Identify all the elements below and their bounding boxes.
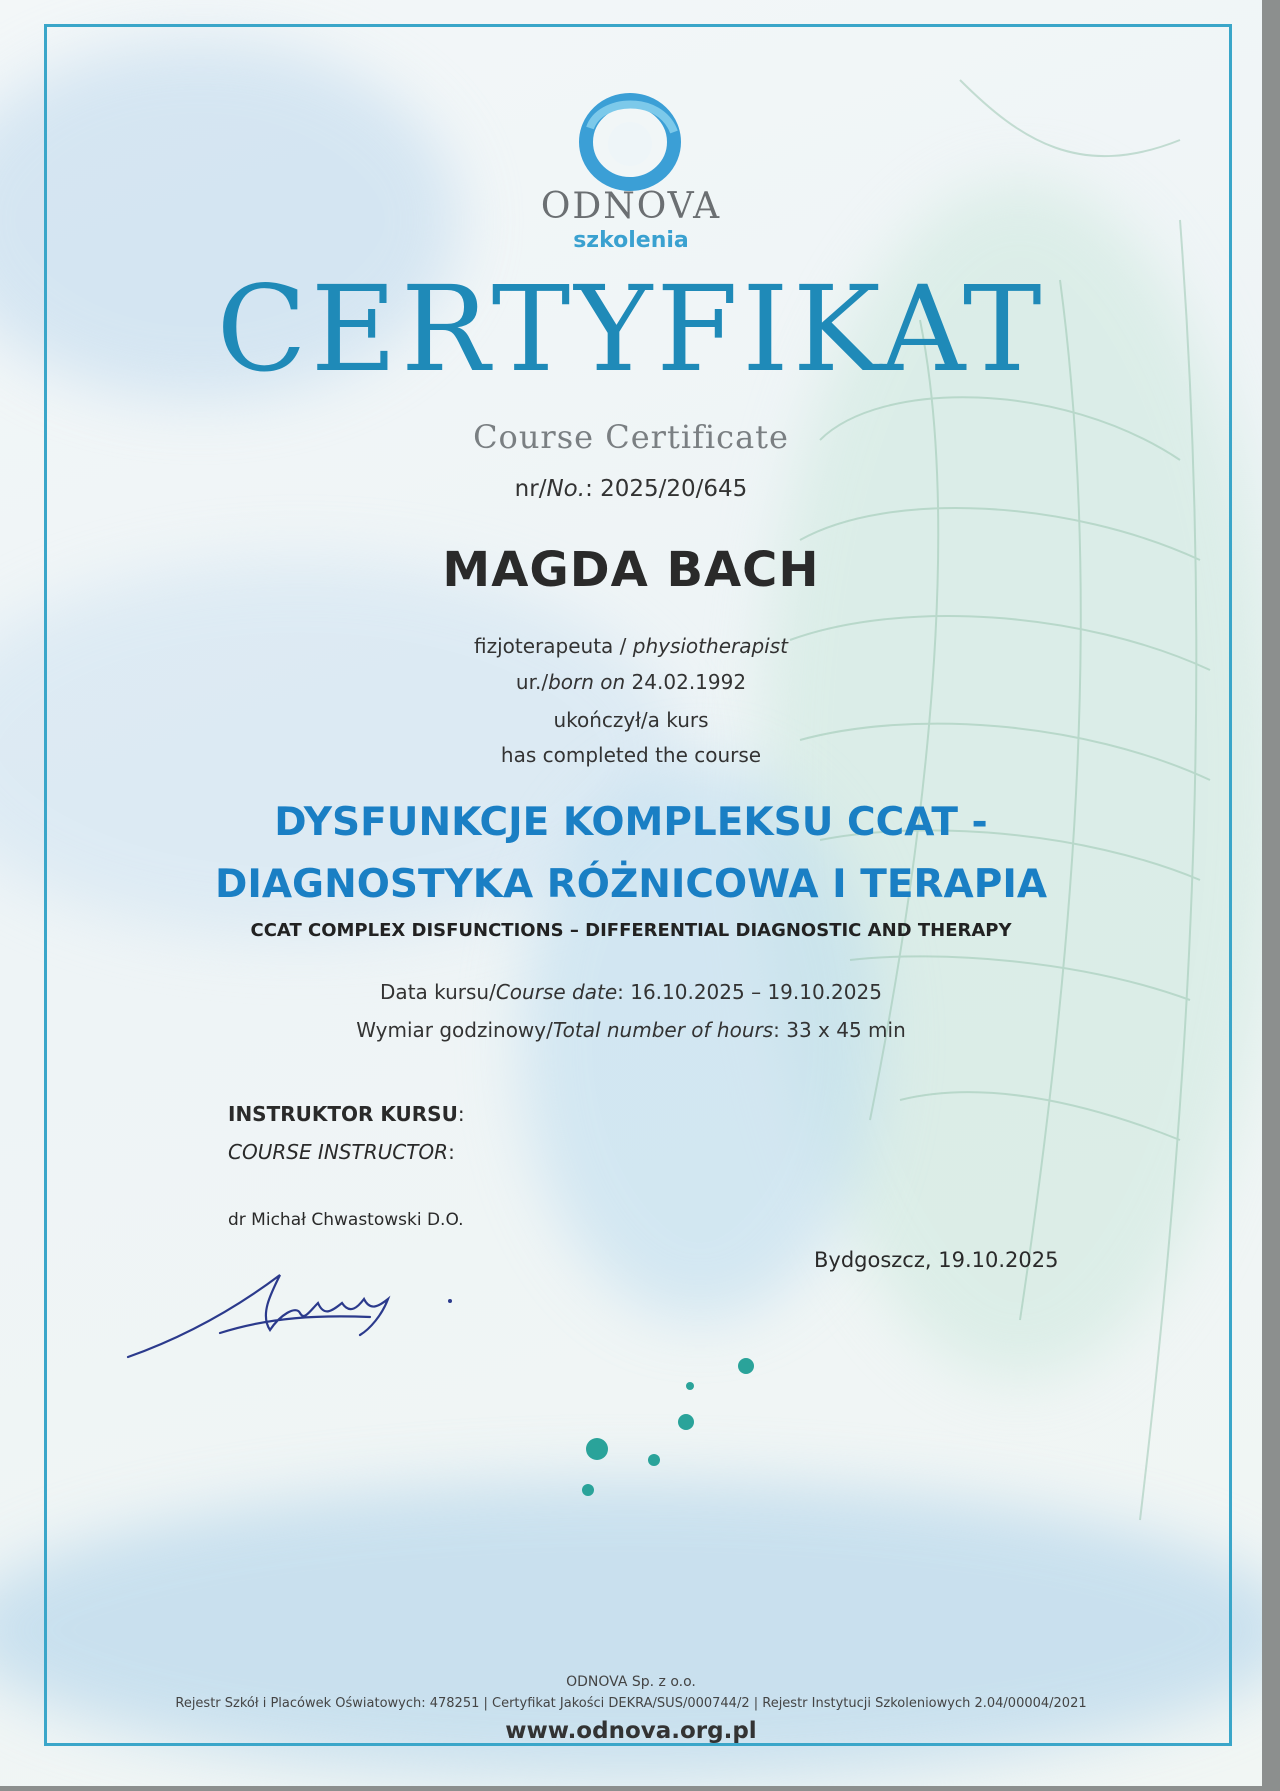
recipient-birth-date: ur./born on 24.02.1992 xyxy=(515,670,747,694)
footer-registry: Rejestr Szkół i Placówek Oświatowych: 478251 | Certyfikat Jakości DEKRA/SUS/000744/2 | Rejestr Instytucji Szkoleniowych 2.04/00004/2021 xyxy=(175,1696,1087,1711)
instructor-label-pl: INSTRUKTOR KURSU: xyxy=(228,1102,465,1126)
certificate-number: nr/No.: 2025/20/645 xyxy=(514,476,748,502)
paint-dot xyxy=(582,1484,594,1496)
course-title-line-1: DYSFUNKCJE KOMPLEKSU CCAT - xyxy=(274,800,988,845)
completed-label-en: has completed the course xyxy=(500,743,762,767)
course-title-english: CCAT COMPLEX DISFUNCTIONS – DIFFERENTIAL DIAGNOSTIC AND THERAPY xyxy=(250,920,1012,941)
instructor-signature xyxy=(120,1255,460,1365)
footer-website: www.odnova.org.pl xyxy=(505,1718,757,1744)
completed-label-pl: ukończył/a kurs xyxy=(553,708,709,732)
paint-dot xyxy=(586,1438,608,1460)
course-title-line-2: DIAGNOSTYKA RÓŻNICOWA I TERAPIA xyxy=(214,862,1048,907)
place-and-date: Bydgoszcz, 19.10.2025 xyxy=(814,1248,1059,1272)
recipient-name: MAGDA BACH xyxy=(442,542,820,598)
paint-dot xyxy=(738,1358,754,1374)
brand-subtitle: szkolenia xyxy=(573,228,689,253)
brand-name: ODNOVA xyxy=(540,186,722,227)
paint-dot xyxy=(678,1414,694,1430)
swirl-logo-icon xyxy=(560,88,700,198)
recipient-profession: fizjoterapeuta / physiotherapist xyxy=(474,634,788,658)
course-date: Data kursu/Course date: 16.10.2025 – 19.10.2025 xyxy=(380,980,882,1004)
course-hours: Wymiar godzinowy/Total number of hours: 33 x 45 min xyxy=(356,1018,906,1042)
certificate-subtitle: Course Certificate xyxy=(473,418,789,456)
paint-dot xyxy=(686,1382,694,1390)
certificate-title: CERTYFIKAT xyxy=(216,260,1046,398)
paint-dot xyxy=(648,1454,660,1466)
instructor-label-en: COURSE INSTRUCTOR: xyxy=(228,1140,455,1164)
instructor-name: dr Michał Chwastowski D.O. xyxy=(228,1210,464,1230)
footer-company: ODNOVA Sp. z o.o. xyxy=(566,1674,696,1690)
